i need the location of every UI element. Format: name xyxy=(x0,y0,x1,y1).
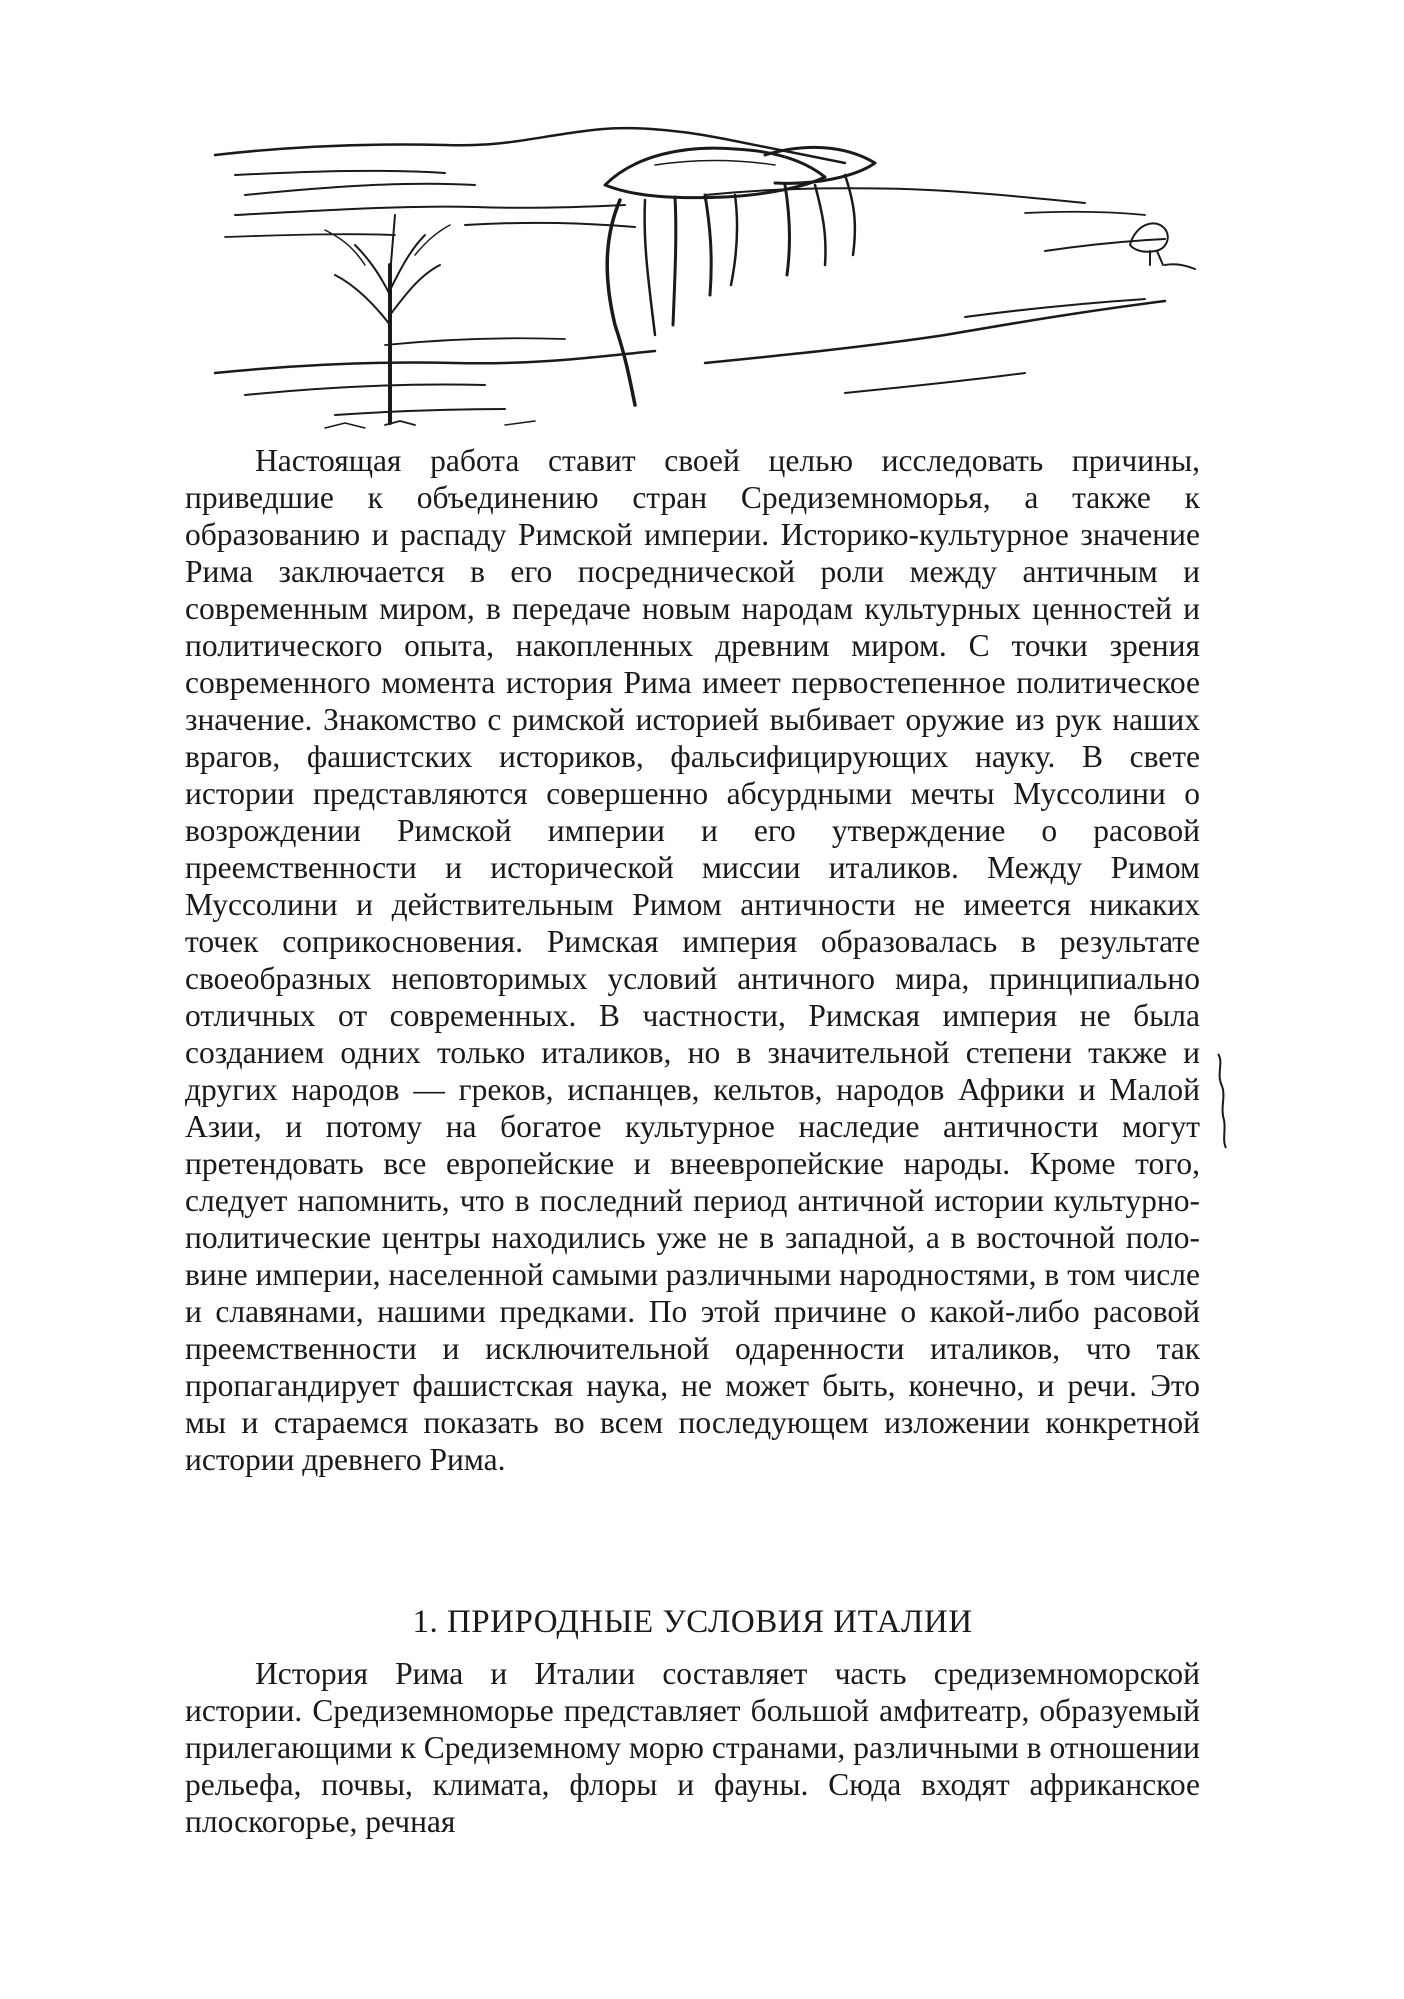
landscape-illustration xyxy=(205,125,1205,430)
section-text xyxy=(185,1655,1200,1840)
landscape-drawing xyxy=(205,125,1205,430)
section-heading: 1. ПРИРОДНЫЕ УСЛОВИЯ ИТАЛИИ xyxy=(412,1604,973,1640)
intro-text xyxy=(185,442,1200,1478)
intro-paragraph: Настоящая работа ставит своей целью исследовать причины, приведшие к объединению стран Средиземноморья, а также к образованию и распаду Римской империи. Историко-культурное значение Рима заключается в его посреднической роли между античным и современным миром, в передаче новым народам культурных ценностей и политического опыта, накопленных древним миром. С точки зрения современного момента история Рима имеет первостепенное политическое значение. Знакомство с римской историей выбивает оружие из рук наших врагов, фашистских историков, фальсифицирующих науку. В свете истории представляются совершенно абсурдными мечты Муссолини о возрождении Римской империи и его утверждение о расовой преемственности и исторической миссии италиков. Между Римом Муссолини и действительным Римом античности не имеется никаких точек соприкосновения. Римская империя образовалась в результате своеобразных неповторимых условий античного мира, принципиально отличных от современных. В частности, Римская империя не была созданием одних только италиков, но в значительной степени также и других народов — греков, испанцев, кельтов, народов Африки и Малой Азии, и потому на богатое культурное наследие античности могут претендовать все европейские и внеевропейские народы. Кроме того, следует напомнить, что в последний период античной истории культурно-политические центры находились уже не в западной, а в восточной половине империи, населенной самыми различными народностями, в том числе и славянами, нашими предками. По этой причине о какой-либо расовой преемственности и исключительной одаренности италиков, что так пропагандирует фашистская наука, не может быть, конечно, и речи. Это мы и стараемся показать во всем последующем изложении конкретной истории древнего Рима. xyxy=(185,443,1200,1477)
section-paragraph: История Рима и Италии составляет часть средиземноморской истории. Средиземноморье представляет большой амфитеатр, образуемый прилегающими к Средиземному морю странами, различными в отношении рельефа, почвы, климата, флоры и фауны. Сюда входят африканское плоскогорье, речная xyxy=(185,1656,1200,1839)
margin-bracket-mark xyxy=(1212,1052,1232,1152)
